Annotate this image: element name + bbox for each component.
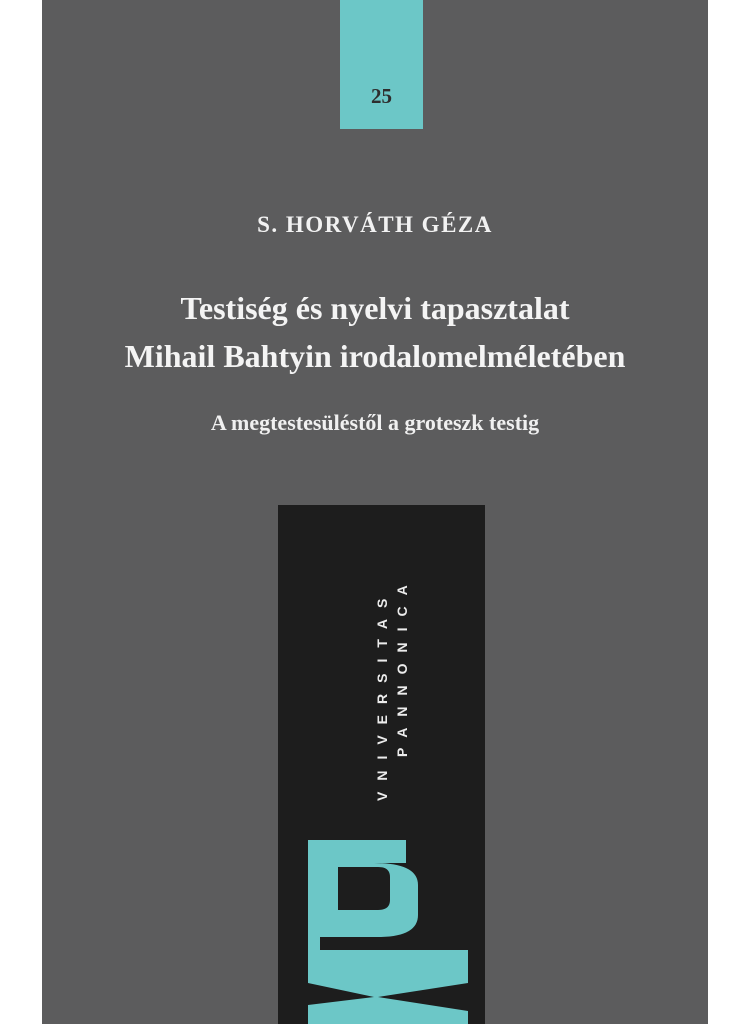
series-name-line-1: VNIVERSITAS bbox=[374, 587, 390, 801]
series-number-tab bbox=[340, 0, 423, 129]
book-cover bbox=[42, 0, 708, 1024]
book-title-line-1: Testiség és nyelvi tapasztalat bbox=[180, 290, 570, 326]
series-name-line-2: PANNONICA bbox=[394, 574, 410, 757]
book-title bbox=[42, 284, 708, 380]
vp-logo-icon bbox=[278, 505, 485, 1024]
series-band bbox=[278, 505, 485, 1024]
book-title-line-2: Mihail Bahtyin irodalomelméletében bbox=[124, 338, 626, 374]
series-number: 25 bbox=[371, 84, 392, 108]
book-subtitle: A megtestesüléstől a groteszk testig bbox=[210, 410, 540, 435]
author-name: S. HORVÁTH GÉZA bbox=[257, 212, 493, 237]
